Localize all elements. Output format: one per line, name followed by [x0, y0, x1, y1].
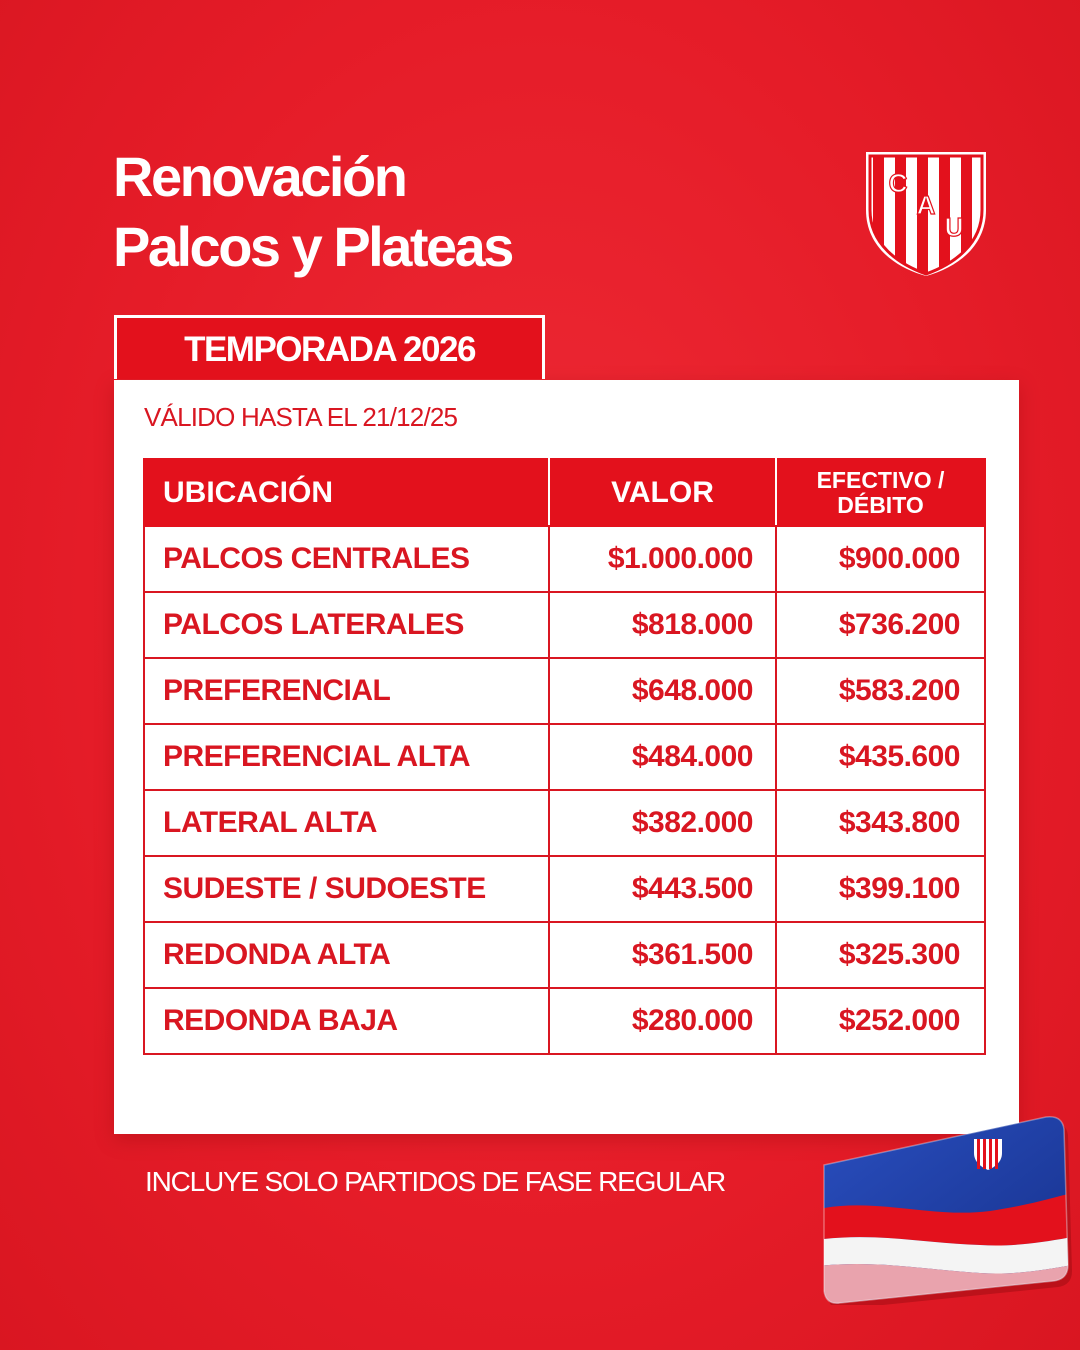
row-value: $382.000 [549, 790, 776, 856]
row-cash: $252.000 [776, 988, 985, 1054]
table-row [144, 922, 985, 988]
row-location: REDONDA ALTA [144, 922, 549, 988]
row-cash: $900.000 [776, 526, 985, 592]
row-value: $280.000 [549, 988, 776, 1054]
row-cash: $435.600 [776, 724, 985, 790]
table-row [144, 658, 985, 724]
footer-note: INCLUYE SOLO PARTIDOS DE FASE REGULAR [145, 1166, 726, 1197]
club-crest-icon [862, 152, 990, 276]
row-location: SUDESTE / SUDOESTE [144, 856, 549, 922]
row-cash: $325.300 [776, 922, 985, 988]
header-cash-line-2: DÉBITO [837, 491, 924, 518]
table-row [144, 724, 985, 790]
row-value: $818.000 [549, 592, 776, 658]
card-crest-icon [974, 1139, 1002, 1170]
table-row [144, 592, 985, 658]
row-location: REDONDA BAJA [144, 988, 549, 1054]
row-location: PALCOS CENTRALES [144, 526, 549, 592]
header-value: VALOR [549, 459, 776, 526]
row-location: PALCOS LATERALES [144, 592, 549, 658]
header-cash-line-1: EFECTIVO / [816, 466, 945, 493]
header-location: UBICACIÓN [144, 459, 549, 526]
row-cash: $736.200 [776, 592, 985, 658]
crest-letter-a: A [916, 190, 936, 220]
row-location: PREFERENCIAL [144, 658, 549, 724]
row-cash: $343.800 [776, 790, 985, 856]
season-label: TEMPORADA 2026 [114, 315, 545, 379]
membership-card-image [810, 1115, 1072, 1305]
title-line-2: Palcos y Plateas [113, 215, 512, 278]
table-row [144, 988, 985, 1054]
row-cash: $399.100 [776, 856, 985, 922]
row-location: LATERAL ALTA [144, 790, 549, 856]
crest-letter-u: U [944, 212, 964, 242]
title-line-1: Renovación [113, 145, 406, 208]
page-title [113, 142, 512, 282]
row-cash: $583.200 [776, 658, 985, 724]
row-location: PREFERENCIAL ALTA [144, 724, 549, 790]
table-header-row [144, 459, 985, 526]
table-row [144, 790, 985, 856]
header-cash-debit [776, 459, 985, 526]
crest-letter-c: C [888, 168, 908, 198]
price-table [143, 458, 986, 1055]
row-value: $484.000 [549, 724, 776, 790]
valid-until-text: VÁLIDO HASTA EL 21/12/25 [144, 402, 458, 432]
row-value: $361.500 [549, 922, 776, 988]
row-value: $1.000.000 [549, 526, 776, 592]
table-row [144, 856, 985, 922]
row-value: $648.000 [549, 658, 776, 724]
row-value: $443.500 [549, 856, 776, 922]
table-row [144, 526, 985, 592]
